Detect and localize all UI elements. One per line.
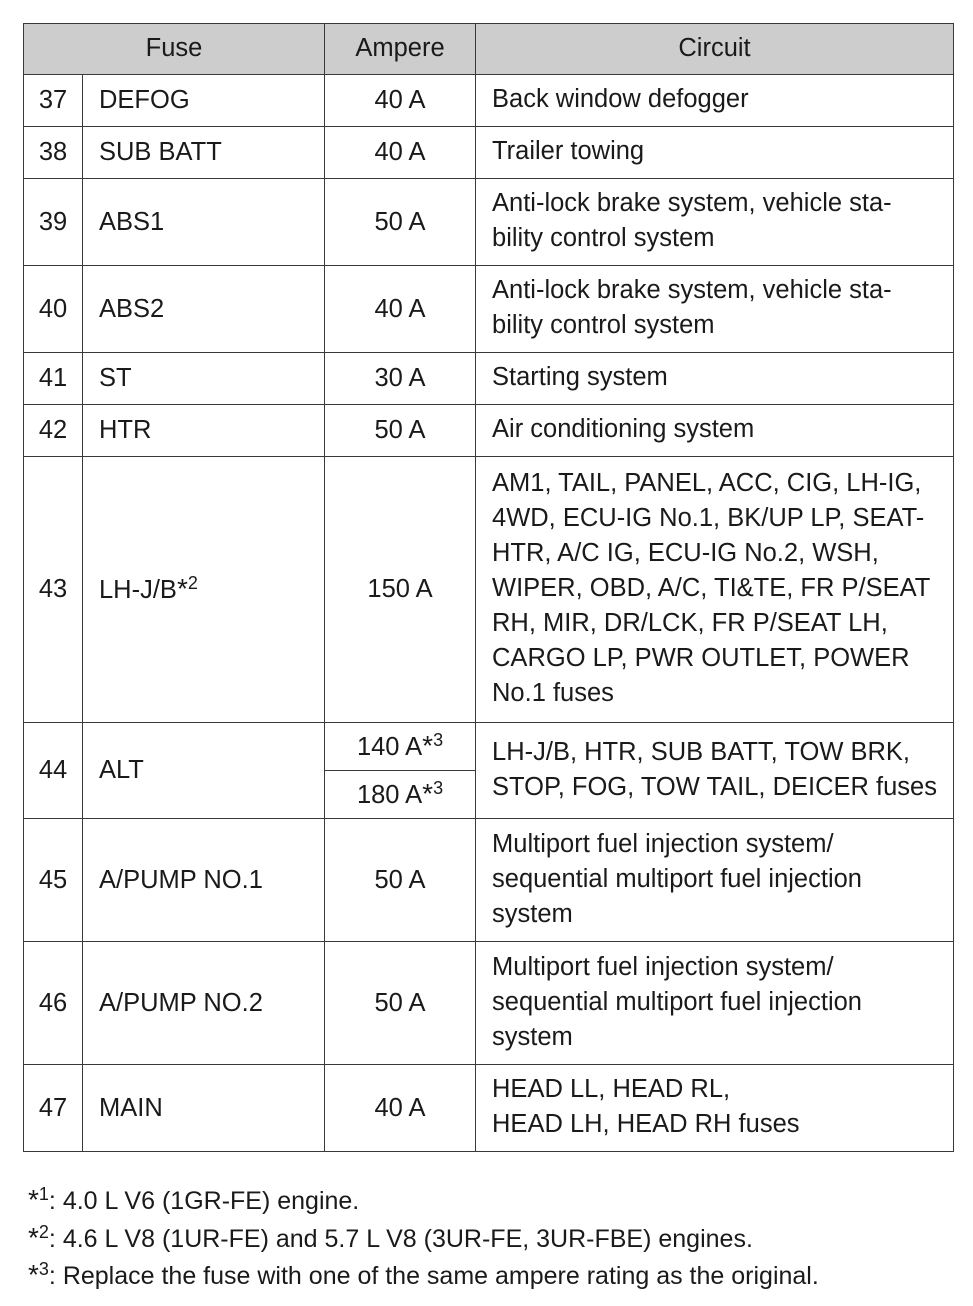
footnote-ref: 3 (433, 778, 444, 798)
fuse-name: ABS1 (83, 179, 325, 266)
fuse-ampere: 40 A (325, 127, 476, 179)
fuse-number: 39 (24, 179, 83, 266)
fuse-circuit: Anti-lock brake system, vehicle sta-bility control system (476, 266, 954, 353)
footnote-text: : 4.6 L V8 (1UR-FE) and 5.7 L V8 (3UR-FE, 3UR-FBE) engines. (48, 1224, 753, 1253)
footnotes (28, 1182, 819, 1295)
footnote-star: * (28, 1184, 39, 1215)
footnote-mark: * (176, 573, 188, 604)
fuse-circuit: Trailer towing (476, 127, 954, 179)
table-row (24, 723, 954, 771)
footnote-number: 3 (38, 1259, 49, 1279)
fuse-ampere: 30 A (325, 353, 476, 405)
table-row (24, 75, 954, 127)
header-circuit: Circuit (476, 24, 954, 75)
footnote-ref: 3 (433, 730, 444, 750)
fuse-name: ST (83, 353, 325, 405)
footnote-ref: 2 (187, 573, 198, 593)
footnote-marker (28, 1257, 49, 1295)
fuse-ampere: 140 A (356, 733, 423, 761)
footnote-text: : Replace the fuse with one of the same ampere rating as the original. (48, 1262, 819, 1290)
fuse-name: SUB BATT (83, 127, 325, 179)
fuse-ampere: 40 A (325, 75, 476, 127)
fuse-name: ABS2 (83, 266, 325, 353)
fuse-circuit: Air conditioning system (476, 405, 954, 457)
fuse-circuit: Multiport fuel injection system/ sequential multiport fuel injection system (476, 819, 954, 942)
fuse-name: HTR (83, 405, 325, 457)
fuse-ampere: 50 A (325, 942, 476, 1065)
table-row (24, 819, 954, 942)
fuse-circuit: Anti-lock brake system, vehicle sta-bility control system (476, 179, 954, 266)
fuse-name: LH-J/B (99, 576, 177, 604)
fuse-circuit: AM1, TAIL, PANEL, ACC, CIG, LH-IG, 4WD, ECU-IG No.1, BK/UP LP, SEAT-HTR, A/C IG, ECU-IG No.2, WSH, WIPER, OBD, A/C, TI&TE, FR P/SEAT RH, MIR, DR/LCK, FR P/SEAT LH, CARGO LP, PWR OUTLET, POWER No.1 fuses (476, 457, 954, 723)
fuse-ampere: 50 A (325, 819, 476, 942)
footnote-number: 2 (38, 1221, 49, 1242)
footnote-mark: * (422, 730, 434, 761)
table-row (24, 353, 954, 405)
table-row (24, 266, 954, 353)
footnote-marker (28, 1220, 49, 1258)
fuse-circuit: LH-J/B, HTR, SUB BATT, TOW BRK, STOP, FOG, TOW TAIL, DEICER fuses (476, 723, 954, 819)
fuse-name: ALT (83, 723, 325, 819)
fuse-ampere-cell (325, 723, 476, 771)
fuse-ampere-cell (325, 771, 476, 819)
table-row (24, 457, 954, 723)
fuse-name-cell (83, 457, 325, 723)
fuse-ampere: 50 A (325, 179, 476, 266)
fuse-circuit: Multiport fuel injection system/ sequential multiport fuel injection system (476, 942, 954, 1065)
fuse-number: 37 (24, 75, 83, 127)
table-row (24, 179, 954, 266)
fuse-number: 41 (24, 353, 83, 405)
header-fuse: Fuse (24, 24, 325, 75)
footnote-3 (28, 1257, 819, 1295)
table-header-row (24, 24, 954, 75)
footnote-text: : 4.0 L V6 (1GR-FE) engine. (48, 1187, 360, 1215)
footnote-number: 1 (38, 1184, 49, 1204)
footnote-1 (28, 1182, 819, 1220)
fuse-ampere: 40 A (325, 266, 476, 353)
fuse-number: 40 (24, 266, 83, 353)
fuse-circuit: Starting system (476, 353, 954, 405)
fuse-ampere: 50 A (325, 405, 476, 457)
fuse-name: A/PUMP NO.1 (83, 819, 325, 942)
fuse-number: 45 (24, 819, 83, 942)
footnote-mark: * (422, 778, 434, 809)
table-row (24, 942, 954, 1065)
fuse-number: 38 (24, 127, 83, 179)
fuse-table (23, 23, 954, 1152)
header-ampere: Ampere (325, 24, 476, 75)
fuse-circuit: Back window defogger (476, 75, 954, 127)
fuse-name: A/PUMP NO.2 (83, 942, 325, 1065)
fuse-number: 46 (24, 942, 83, 1065)
fuse-ampere: 150 A (325, 457, 476, 723)
fuse-ampere: 40 A (325, 1065, 476, 1152)
fuse-name: DEFOG (83, 75, 325, 127)
table-row (24, 405, 954, 457)
table-row (24, 1065, 954, 1152)
fuse-circuit-line: HEAD LL, HEAD RL, (492, 1075, 731, 1103)
footnote-marker (28, 1182, 49, 1220)
fuse-name: MAIN (83, 1065, 325, 1152)
footnote-star: * (28, 1259, 39, 1290)
fuse-number: 47 (24, 1065, 83, 1152)
fuse-ampere: 180 A (356, 781, 423, 809)
fuse-number: 44 (24, 723, 83, 819)
footnote-star: * (28, 1221, 39, 1253)
footnote-2 (28, 1220, 819, 1258)
fuse-number: 43 (24, 457, 83, 723)
fuse-circuit (476, 1065, 954, 1152)
fuse-number: 42 (24, 405, 83, 457)
fuse-circuit-line: HEAD LH, HEAD RH fuses (492, 1110, 800, 1138)
table-row (24, 127, 954, 179)
